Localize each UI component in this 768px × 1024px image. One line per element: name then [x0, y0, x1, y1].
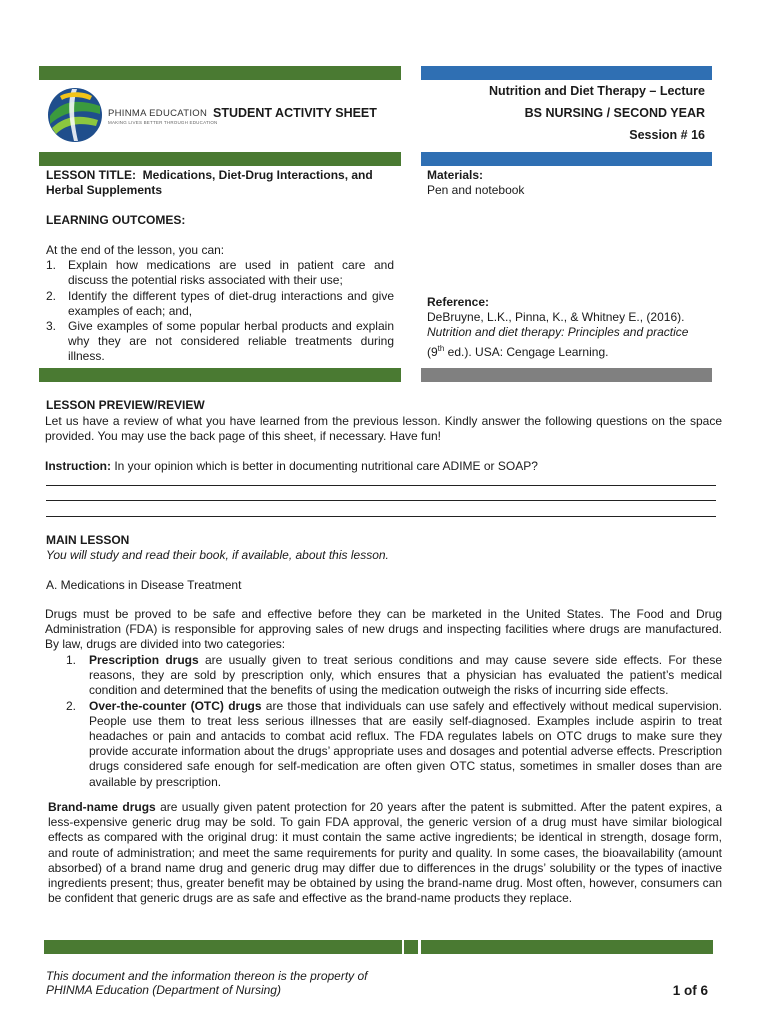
drug-categories [66, 653, 722, 790]
outcomes-block [46, 243, 394, 365]
outcome-item: 2. Identify the different types of diet-drug interactions and give examples of each; and, [46, 288, 394, 318]
footer-line1: This document and the information thereon is the property of [46, 969, 368, 983]
intro-paragraph: Drugs must be proved to be safe and effective before they can be marketed in the United States. The Food and Drug Administration (FDA) is responsible for approving sales of new drugs and inspecting facilities where drugs are manufactured. By law, drugs are divided into two categories: [45, 607, 722, 652]
program-label: BS NURSING / SECOND YEAR [524, 106, 705, 120]
footer-note [46, 969, 368, 997]
outcomes-list [46, 258, 394, 364]
lesson-title-text: Medications, Diet-Drug Interactions, and Herbal Supplements [46, 168, 373, 198]
preview-text: Let us have a review of what you have learned from the previous lesson. Kindly answer the following questions on the space provided. You may use the back page of this sheet, if necessary. Have fun! [45, 414, 722, 444]
logo-brand: PHINMA EDUCATION [108, 108, 208, 119]
outcome-item: 3. Give examples of some popular herbal products and explain why they are not considered reliable treatments during illness. [46, 319, 394, 364]
reference-title: Nutrition and diet therapy: Principles and practice [427, 325, 689, 340]
page-number: 1 of 6 [672, 983, 708, 998]
logo-tagline: MAKING LIVES BETTER THROUGH EDUCATION [108, 120, 218, 125]
category-term: Over-the-counter (OTC) drugs [89, 698, 262, 713]
section-a-heading: A. Medications in Disease Treatment [46, 578, 242, 592]
lesson-title [46, 168, 376, 198]
course-title: Nutrition and Diet Therapy – Lecture [488, 84, 705, 98]
lower-green-bar [39, 368, 401, 382]
mid-blue-bar [421, 152, 712, 166]
top-blue-bar [421, 66, 712, 80]
outcome-item: 1. Explain how medications are used in patient care and discuss the potential risks associated with their use; [46, 258, 394, 288]
footer-line2: PHINMA Education (Department of Nursing) [46, 983, 281, 997]
bottom-green-bar-left [44, 940, 402, 954]
materials-heading: Materials: [427, 168, 484, 182]
brand-paragraph: Brand-name drugs are usually given patent protection for 20 years after the patent is submitted. After the patent expires, a less-expensive generic drug may be sold. To gain FDA approval, the generic version of a drug must have similar biological effects as compared with the original drug: it must contain the same active ingredients; be identical in strength, dosage form, and route of administration; and meet the same requirements for purity and quality. In some cases, the bioavailability (amount absorbed) of a brand name drug and generic drug may differ due to differences in the drugs’ solubility or the types of inactive ingredients present; thus, greater benefit may be obtained by using the brand-name drug. Most often, however, consumers can be confident that generic drugs are as safe and effective as the brand-name products they replace. [48, 800, 722, 906]
materials-block [427, 168, 712, 198]
materials-text: Pen and notebook [427, 183, 525, 198]
top-green-bar [39, 66, 401, 80]
category-item: 1. Prescription drugs are usually given to treat serious conditions and may cause severe side effects. For these reasons, they are sold by prescription only, which ensures that a physician has evaluated the patient’s medical condition and determined that the benefits of using the medication outweigh the risks of incurring side effects. [66, 653, 723, 698]
preview-heading: LESSON PREVIEW/REVIEW [46, 398, 205, 412]
mid-green-bar [39, 152, 401, 166]
answer-line[interactable] [46, 500, 716, 501]
phinma-logo-icon [46, 86, 104, 144]
answer-line[interactable] [46, 516, 716, 517]
brand-term: Brand-name drugs [48, 800, 156, 814]
instruction [45, 459, 722, 474]
instruction-label: Instruction: [45, 459, 111, 473]
instruction-text: In your opinion which is better in documenting nutritional care ADIME or SOAP? [111, 459, 538, 473]
main-heading: MAIN LESSON [46, 533, 130, 547]
logo-text [108, 108, 218, 125]
bottom-green-bar-right [421, 940, 713, 954]
reference-edition: (9th ed.). USA: Cengage Learning. [427, 343, 609, 359]
main-subtitle: You will study and read their book, if available, about this lesson. [46, 548, 389, 562]
lower-gray-bar [421, 368, 712, 382]
phinma-logo [46, 86, 104, 144]
sheet-title: STUDENT ACTIVITY SHEET [213, 106, 377, 120]
bottom-green-bar-mid [404, 940, 418, 954]
outcomes-heading: LEARNING OUTCOMES: [46, 213, 186, 227]
outcomes-intro: At the end of the lesson, you can: [46, 243, 225, 257]
lesson-title-label: LESSON TITLE: [46, 168, 136, 182]
category-item: 2. Over-the-counter (OTC) drugs are those that individuals can use safely and effectively without medical supervision. People use them to treat less serious illnesses that are easily self-diagnosed. Examples include aspirin to treat headaches or pain and antacids to combat acid reflux. The FDA regulates labels on OTC drugs to make sure they provide accurate information about the drugs’ appropriate uses and dosages and potential adverse effects. Prescription drugs considered safe enough for self-medication are often given OTC status, sometimes in smaller doses than are available by prescription. [66, 698, 722, 789]
category-term: Prescription drugs [89, 653, 199, 667]
answer-line[interactable] [46, 485, 716, 486]
session-label: Session # 16 [629, 128, 705, 142]
reference-heading: Reference: [427, 295, 490, 309]
reference-authors: DeBruyne, L.K., Pinna, K., & Whitney E., (2016). [427, 310, 685, 325]
reference-block [427, 295, 717, 360]
